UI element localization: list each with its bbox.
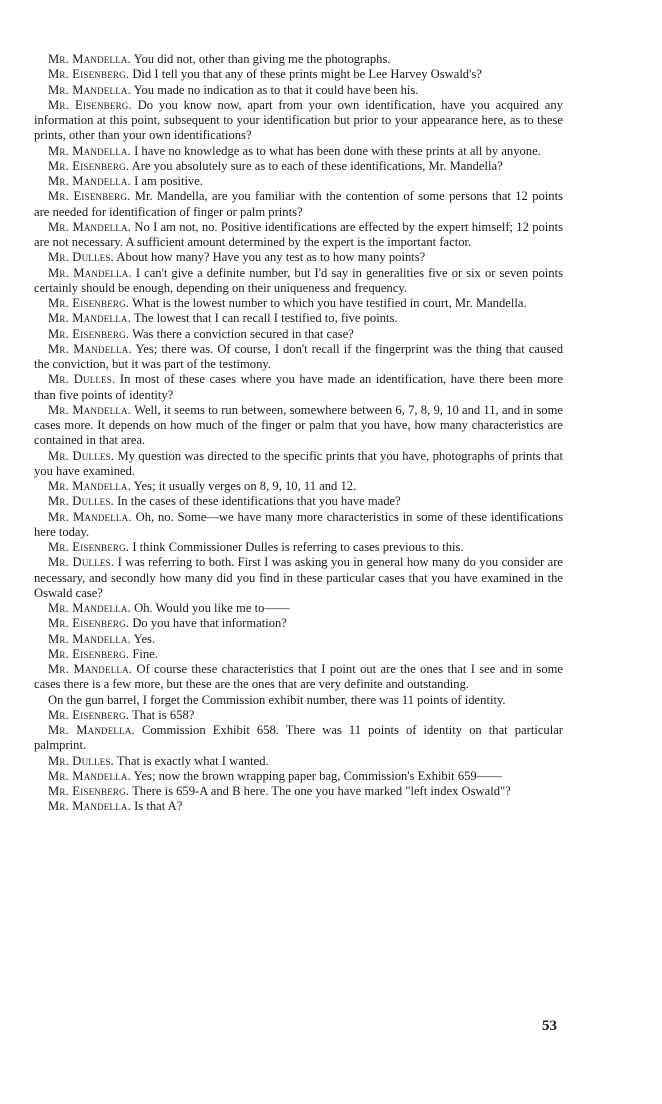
speaker-name: Mr. Mandella. [48,601,131,615]
transcript-paragraph [34,708,563,723]
speaker-name: Mr. Eisenberg. [48,326,130,341]
speaker-name: Mr. Eisenberg. [48,707,130,722]
transcript-paragraph [34,250,563,265]
speaker-name: Mr. Eisenberg. [48,646,130,661]
transcript-paragraph [34,342,563,373]
transcript-paragraph [34,296,563,311]
paragraph-text: I have no knowledge as to what has been done with these prints at all by anyone. [134,143,541,158]
transcript-page [34,52,563,815]
transcript-paragraph [34,754,563,769]
speaker-name: Mr. Dulles. [48,448,115,463]
paragraph-text: About how many? Have you any test as to how many points? [116,250,426,265]
paragraph-text: The lowest that I can recall I testified to, five points. [133,311,398,326]
transcript-paragraph [34,540,563,555]
speaker-name: Mr. Mandella. [48,52,131,66]
transcript-paragraph [34,510,563,541]
transcript-paragraph [34,52,563,67]
transcript-paragraph [34,83,563,98]
transcript-paragraph [34,799,563,814]
paragraph-text: That is 658? [132,707,195,722]
paragraph-text: My question was directed to the specific prints that you have, photographs of prints that you have examined. [34,448,563,478]
transcript-paragraph [34,616,563,631]
paragraph-text: You did not, other than giving me the photographs. [133,52,391,66]
paragraph-text: Oh. Would you like me to—— [134,601,290,615]
transcript-paragraph [34,449,563,480]
speaker-name: Mr. Mandella. [48,662,133,676]
transcript-paragraph [34,327,563,342]
speaker-name: Mr. Mandella. [48,219,132,234]
paragraph-text: Mr. Mandella, are you familiar with the contention of some persons that 12 points are needed for identification of finger or palm prints? [34,189,563,219]
paragraph-text: Do you have that information? [132,616,287,631]
transcript-paragraph [34,494,563,509]
paragraph-text: Yes; there was. Of course, I don't recall if the fingerprint was the thing that caused the conviction, but it was part of the testimony. [34,341,564,371]
transcript-paragraph [34,220,563,251]
speaker-name: Mr. Dulles. [48,555,115,570]
paragraph-text: Is that A? [134,799,183,814]
speaker-name: Mr. Mandella. [48,479,131,493]
transcript-paragraph [34,189,563,220]
transcript-paragraph [34,601,563,616]
speaker-name: Mr. Mandella. [48,723,135,737]
paragraph-text: In the cases of these identifications that you have made? [117,494,401,509]
speaker-name: Mr. Eisenberg. [48,158,130,173]
speaker-name: Mr. Eisenberg. [48,784,130,798]
paragraph-text: There is 659-A and B here. The one you have marked "left index Oswald"? [132,784,511,798]
speaker-name: Mr. Eisenberg. [48,540,130,554]
paragraph-text: Fine. [132,646,158,661]
paragraph-text: Did I tell you that any of these prints might be Lee Harvey Oswald's? [132,67,482,82]
speaker-name: Mr. Mandella. [48,174,131,188]
paragraph-text: Yes; now the brown wrapping paper bag, Commission's Exhibit 659—— [133,768,502,783]
paragraph-text: Of course these characteristics that I point out are the ones that I see and in some cases there is a few more, but these are the ones that are very definite and outstanding. [34,662,564,692]
speaker-name: Mr. Mandella. [48,768,131,783]
speaker-name: Mr. Eisenberg. [48,296,130,310]
speaker-name: Mr. Mandella. [48,143,131,158]
transcript-paragraph [34,479,563,494]
speaker-name: Mr. Eisenberg. [48,189,131,204]
paragraph-text: I can't give a definite number, but I'd say in generalities five or six or seven points certainly should be enough, depending on their uniqueness and frequency. [34,265,563,295]
paragraph-text: Oh, no. Some—we have many more characteristics in some of these identifications here today. [34,509,563,539]
transcript-paragraph [34,311,563,326]
transcript-paragraph [34,693,563,708]
paragraph-text: I am positive. [134,174,203,188]
speaker-name: Mr. Mandella. [48,82,131,97]
speaker-name: Mr. Dulles. [48,494,114,509]
speaker-name: Mr. Mandella. [48,402,132,417]
paragraph-text: I think Commissioner Dulles is referring to cases previous to this. [132,540,464,554]
speaker-name: Mr. Mandella. [48,341,132,356]
transcript-paragraph [34,144,563,159]
paragraph-text: Yes; it usually verges on 8, 9, 10, 11 and 12. [133,479,357,493]
transcript-paragraph [34,784,563,799]
transcript-paragraph [34,723,563,754]
speaker-name: Mr. Eisenberg. [48,616,130,631]
transcript-paragraph [34,632,563,647]
speaker-name: Mr. Dulles. [48,250,114,265]
transcript-paragraph [34,159,563,174]
transcript-paragraph [34,98,563,144]
transcript-paragraph [34,67,563,82]
speaker-name: Mr. Eisenberg. [48,97,132,112]
speaker-name: Mr. Mandella. [48,799,131,814]
transcript-paragraph [34,647,563,662]
paragraph-text: What is the lowest number to which you have testified in court, Mr. Mandella. [132,296,527,310]
paragraph-text: Do you know now, apart from your own identification, have you acquired any information at this point, subsequent to your identification but prior to your appearance here, as to these prints, other than your own identifications? [34,97,563,143]
paragraph-text: On the gun barrel, I forget the Commission exhibit number, there was 11 points of identity. [48,692,506,707]
paragraph-text: Well, it seems to run between, somewhere between 6, 7, 8, 9, 10 and 11, and in some cases more. It depends on how much of the finger or palm that you have, how many characteristics are contained in that area. [34,402,563,448]
transcript-paragraph [34,555,563,601]
transcript-paragraph [34,174,563,189]
paragraph-text: That is exactly what I wanted. [116,753,269,768]
paragraph-text: In most of these cases where you have made an identification, have there been more than five points of identity? [34,372,563,402]
paragraph-text: Commission Exhibit 658. There was 11 points of identity on that particular palmprint. [34,723,564,753]
speaker-name: Mr. Mandella. [48,265,132,280]
speaker-name: Mr. Mandella. [48,509,132,524]
paragraph-text: No I am not, no. Positive identifications are effected by the expert himself; 12 points are not necessary. A sufficient amount determined by the expert is the important factor. [34,219,563,249]
transcript-paragraph [34,403,563,449]
transcript-paragraph [34,769,563,784]
transcript-paragraph [34,372,563,403]
speaker-name: Mr. Mandella. [48,631,131,646]
paragraph-text: Was there a conviction secured in that case? [132,326,354,341]
paragraph-text: Yes. [133,631,156,646]
page-number: 53 [542,1018,557,1034]
paragraph-text: Are you absolutely sure as to each of these identifications, Mr. Mandella? [131,158,503,173]
speaker-name: Mr. Dulles. [48,372,116,387]
transcript-paragraph [34,662,563,693]
speaker-name: Mr. Dulles. [48,753,114,768]
paragraph-text: I was referring to both. First I was asking you in general how many do you consider are necessary, and secondly how many did you find in these particular cases that you have examined in the Oswald case? [34,555,563,600]
paragraph-text: You made no indication as to that it could have been his. [133,82,419,97]
speaker-name: Mr. Mandella. [48,311,131,326]
speaker-name: Mr. Eisenberg. [48,67,130,82]
transcript-paragraph [34,266,563,297]
